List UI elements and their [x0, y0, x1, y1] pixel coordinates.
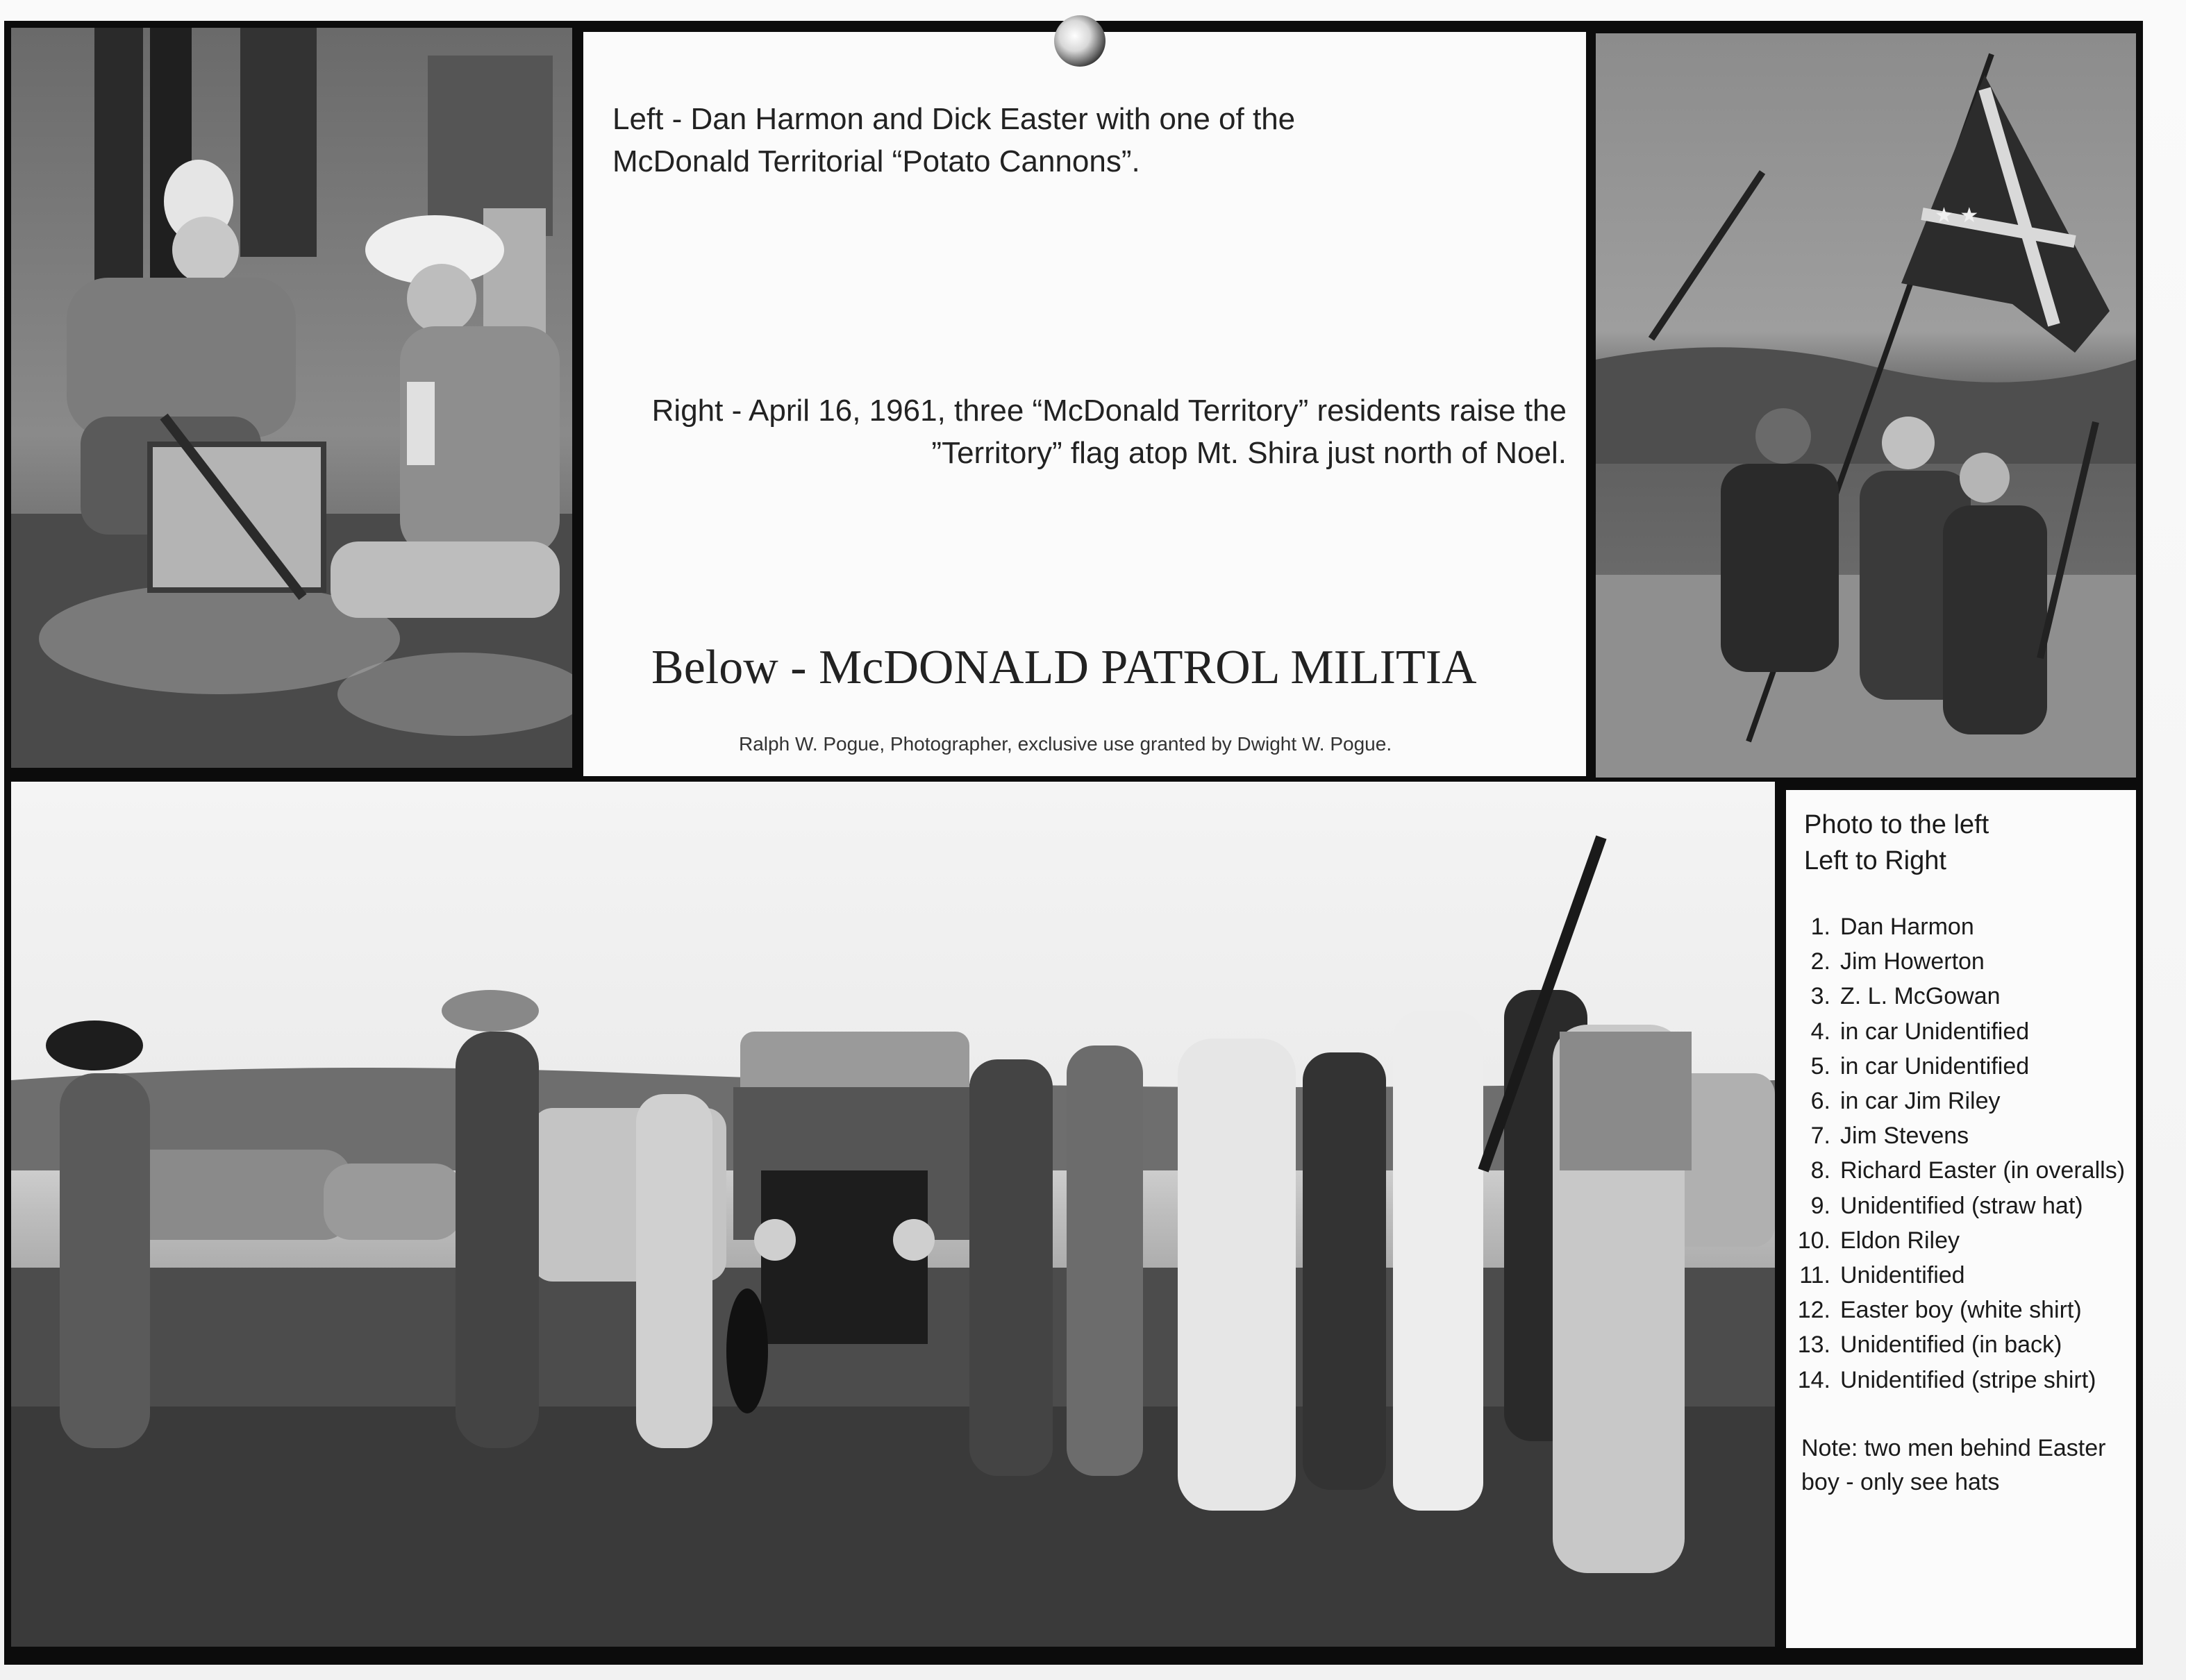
roster-item-name: Dan Harmon	[1840, 914, 1974, 940]
roster-item-number: 11.	[1799, 1262, 1830, 1289]
photo-flag-raising	[1596, 33, 2136, 778]
roster-item-name: in car Jim Riley	[1840, 1088, 2001, 1115]
roster-heading-line-1: Photo to the left	[1804, 810, 1989, 839]
roster-item-name: in car Unidentified	[1840, 1052, 2030, 1080]
roster-heading	[1804, 807, 1989, 880]
roster-item-number: 9.	[1810, 1192, 1830, 1219]
roster-item-name: Unidentified (stripe shirt)	[1840, 1366, 2096, 1393]
punch-hole	[1054, 15, 1105, 67]
roster-item-name: Jim Howerton	[1840, 948, 1985, 975]
roster-item-number: 10.	[1797, 1227, 1830, 1254]
caption-left-line-2: McDonald Territorial “Potato Cannons”.	[612, 144, 1140, 178]
roster-item-name: Unidentified (in back)	[1840, 1332, 2062, 1359]
photo-potato-cannon	[11, 28, 572, 768]
roster-item	[1786, 1258, 2125, 1293]
caption-right-line-1: Right - April 16, 1961, three “McDonald Territory” residents raise the	[651, 394, 1567, 428]
militia-headline: Below - McDONALD PATROL MILITIA	[651, 641, 1477, 694]
roster-item-number: 3.	[1810, 983, 1830, 1010]
photographer-credit: Ralph W. Pogue, Photographer, exclusive use granted by Dwight W. Pogue.	[739, 733, 1392, 755]
roster-item	[1786, 1327, 2125, 1362]
caption-left-photo	[612, 99, 1515, 183]
roster-item-name: Unidentified	[1840, 1262, 1965, 1289]
roster-item	[1786, 1014, 2125, 1049]
roster-item-name: Z. L. McGowan	[1840, 983, 2001, 1010]
roster-item-number: 2.	[1810, 948, 1830, 975]
roster-item	[1786, 1223, 2125, 1258]
roster-item-number: 8.	[1810, 1157, 1830, 1184]
roster-item	[1786, 979, 2125, 1014]
roster-item	[1786, 1188, 2125, 1223]
roster-item-number: 14.	[1797, 1366, 1830, 1393]
caption-right-photo	[601, 390, 1567, 474]
roster-item-name: Easter boy (white shirt)	[1840, 1297, 2082, 1324]
roster-item	[1786, 1153, 2125, 1188]
svg-text:★ ★: ★ ★	[1935, 203, 1979, 228]
roster-item	[1786, 1049, 2125, 1084]
roster-item-number: 1.	[1810, 914, 1830, 940]
roster-item	[1786, 1363, 2125, 1397]
photo-patrol-militia	[11, 782, 1775, 1647]
roster-item-name: Unidentified (straw hat)	[1840, 1192, 2083, 1219]
caption-left-line-1: Left - Dan Harmon and Dick Easter with one of the	[612, 102, 1296, 136]
roster-heading-line-2: Left to Right	[1804, 846, 1946, 876]
roster-panel	[1786, 790, 2136, 1648]
roster-list	[1786, 909, 2125, 1397]
roster-item-number: 4.	[1810, 1018, 1830, 1045]
roster-item-name: Eldon Riley	[1840, 1227, 1960, 1254]
roster-item-number: 6.	[1810, 1088, 1830, 1115]
roster-note	[1801, 1431, 2105, 1500]
roster-item	[1786, 1084, 2125, 1118]
roster-item-number: 5.	[1810, 1052, 1830, 1080]
caption-right-line-2: ”Territory” flag atop Mt. Shira just north of Noel.	[931, 435, 1567, 470]
roster-item-number: 7.	[1810, 1123, 1830, 1150]
roster-item	[1786, 909, 2125, 944]
roster-note-line-1: Note: two men behind Easter	[1801, 1435, 2106, 1461]
roster-note-line-2: boy - only see hats	[1801, 1469, 2000, 1496]
roster-item	[1786, 1293, 2125, 1327]
roster-item	[1786, 944, 2125, 979]
roster-item-number: 12.	[1797, 1297, 1830, 1324]
roster-item-name: Jim Stevens	[1840, 1123, 1969, 1150]
roster-item-name: in car Unidentified	[1840, 1018, 2030, 1045]
roster-item-name: Richard Easter (in overalls)	[1840, 1157, 2126, 1184]
roster-item-number: 13.	[1797, 1332, 1830, 1359]
roster-item	[1786, 1118, 2125, 1153]
